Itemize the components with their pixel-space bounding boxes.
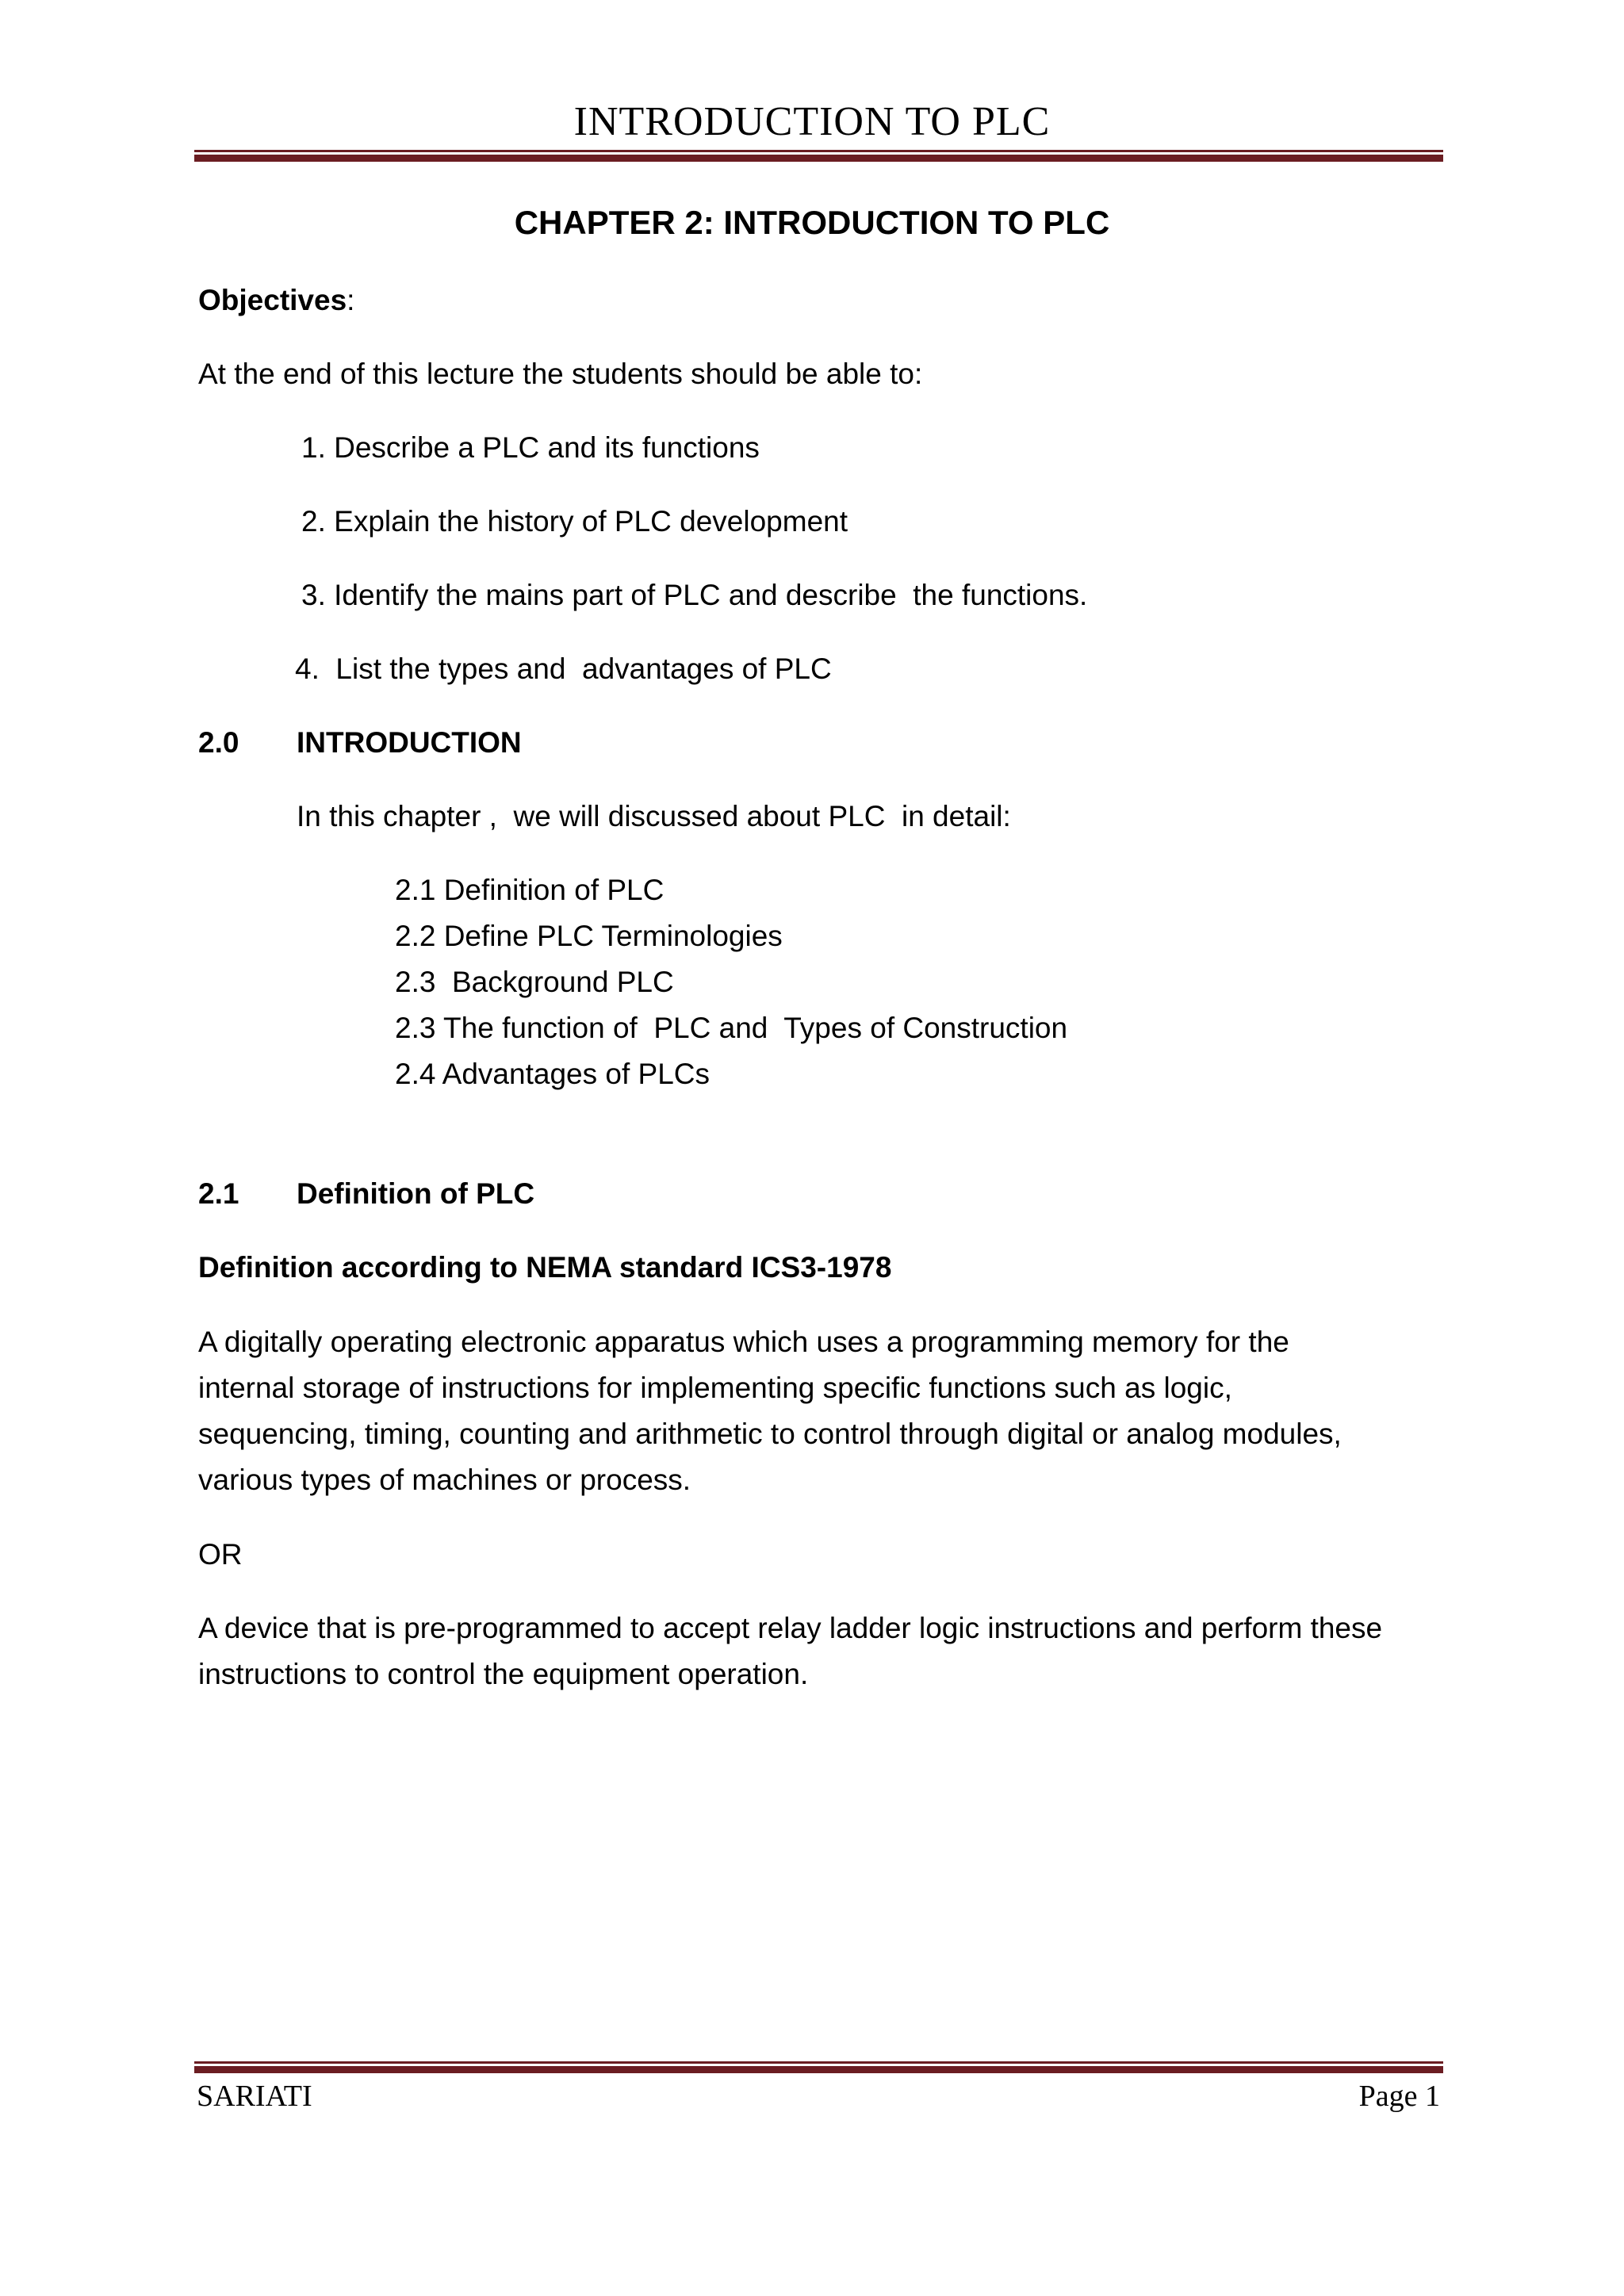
chapter-title: CHAPTER 2: INTRODUCTION TO PLC	[514, 204, 1110, 241]
objective-item: 2. Explain the history of PLC development	[301, 505, 848, 538]
header-divider-thick-line	[194, 155, 1443, 162]
header-divider	[194, 150, 1443, 162]
objectives-colon: :	[347, 284, 355, 316]
paragraph-line: sequencing, timing, counting and arithmetic to control through digital or analog modules,	[198, 1418, 1342, 1450]
definition-paragraph	[198, 1319, 1435, 1503]
paragraph-line: A device that is pre-programmed to accept relay ladder logic instructions and perform these	[198, 1612, 1383, 1644]
objectives-label: Objectives	[198, 284, 347, 316]
toc-item: 2.4 Advantages of PLCs	[395, 1058, 710, 1090]
paragraph-line: instructions to control the equipment operation.	[198, 1658, 809, 1690]
definition-paragraph-alt	[198, 1605, 1435, 1697]
paragraph-line: internal storage of instructions for implementing specific functions such as logic,	[198, 1372, 1232, 1404]
paragraph-line: various types of machines or process.	[198, 1464, 691, 1496]
objectives-heading	[198, 277, 354, 323]
section-number: 2.1	[198, 1177, 239, 1210]
section-title: INTRODUCTION	[297, 726, 522, 759]
footer-author: SARIATI	[197, 2080, 312, 2113]
page-header-title: INTRODUCTION TO PLC	[573, 99, 1051, 144]
objective-item: 1. Describe a PLC and its functions	[301, 431, 760, 464]
footer-divider	[194, 2061, 1443, 2073]
toc-item: 2.2 Define PLC Terminologies	[395, 920, 783, 952]
paragraph-line: A digitally operating electronic apparatus which uses a programming memory for the	[198, 1326, 1289, 1358]
section-number: 2.0	[198, 726, 239, 759]
or-separator: OR	[198, 1538, 243, 1571]
objectives-intro: At the end of this lecture the students should be able to:	[198, 358, 923, 390]
section-lead: In this chapter , we will discussed about PLC in detail:	[297, 800, 1011, 832]
definition-subheading: Definition according to NEMA standard ICS3-1978	[198, 1251, 892, 1284]
objective-item: 4. List the types and advantages of PLC	[295, 652, 832, 685]
toc-item: 2.3 The function of PLC and Types of Construction	[395, 1012, 1068, 1044]
footer-divider-thick-line	[194, 2066, 1443, 2073]
toc-item: 2.3 Background PLC	[395, 966, 674, 998]
footer-page-number: Page 1	[1358, 2080, 1440, 2113]
objective-item: 3. Identify the mains part of PLC and describe the functions.	[301, 579, 1088, 611]
toc-item: 2.1 Definition of PLC	[395, 874, 665, 906]
section-title: Definition of PLC	[297, 1177, 535, 1210]
